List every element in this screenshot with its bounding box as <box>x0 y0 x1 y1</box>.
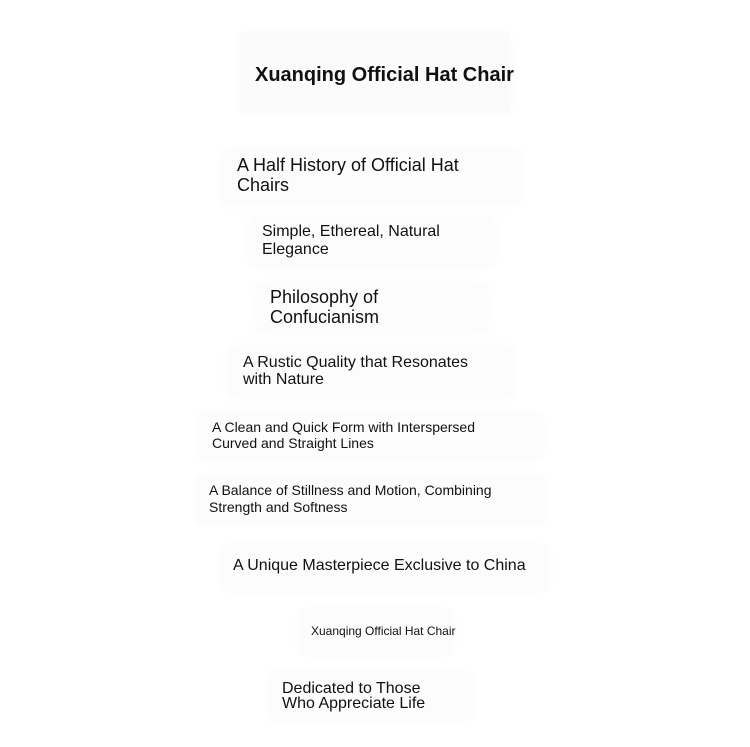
text-line-dedication: Dedicated to Those Who Appreciate Life <box>282 680 426 712</box>
page-title: Xuanqing Official Hat Chair <box>255 64 514 86</box>
text-line-history: A Half History of Official Hat Chairs <box>237 155 459 195</box>
text-line-signature: Xuanqing Official Hat Chair <box>311 624 456 638</box>
text-line-philosophy: Philosophy of Confucianism <box>270 287 380 327</box>
text-line-rustic: A Rustic Quality that Resonates with Nature <box>243 354 468 388</box>
text-line-elegance: Simple, Ethereal, Natural Elegance <box>262 223 440 258</box>
text-line-balance: A Balance of Stillness and Motion, Combining Strength and Softness <box>209 482 492 515</box>
text-line-form: A Clean and Quick Form with Interspersed Curved and Straight Lines <box>212 419 476 451</box>
text-line-masterpiece: A Unique Masterpiece Exclusive to China <box>233 557 526 574</box>
